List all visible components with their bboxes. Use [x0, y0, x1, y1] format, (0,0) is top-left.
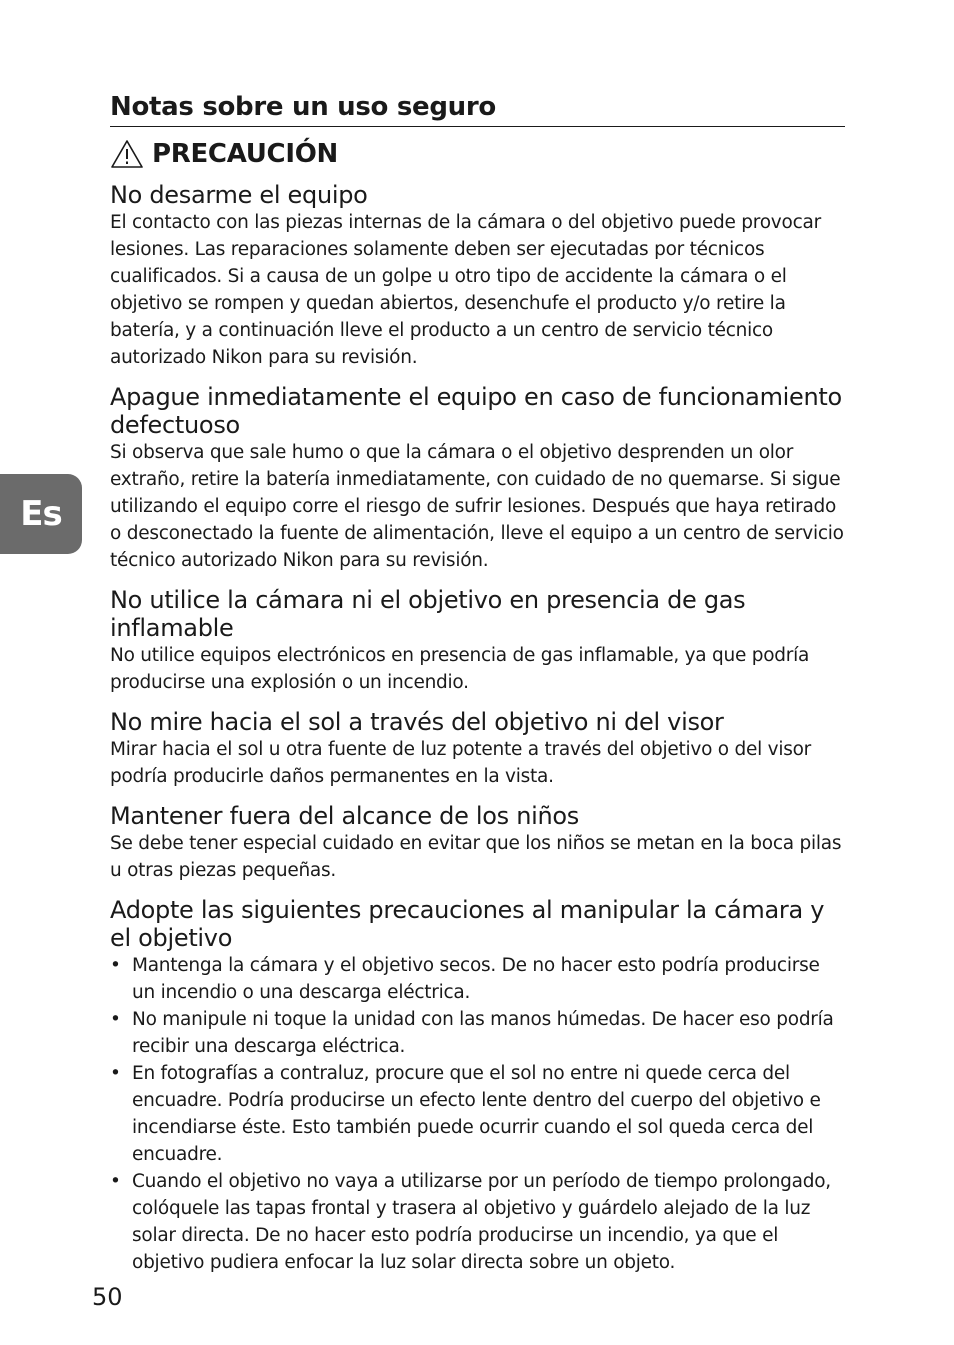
page-number: 50	[92, 1283, 123, 1311]
bullet-item: • Mantenga la cámara y el objetivo secos. De no hacer esto podría producirse un incendio o una descarga eléctrica.	[110, 952, 845, 1006]
section-heading: Mantener fuera del alcance de los niños	[110, 802, 579, 830]
bullet-item: • Cuando el objetivo no vaya a utilizarse por un período de tiempo prolongado, colóquele las tapas frontal y trasera al objetivo y guárdelo alejado de la luz solar directa. De no hacer esto podría producirse un incendio, ya que el objetivo pudiera enfocar la luz solar directa sobre un objeto.	[110, 1168, 845, 1276]
section-body: El contacto con las piezas internas de la cámara o del objetivo puede provocar lesiones. Las reparaciones solamente deben ser ejecutadas por técnicos cualificados. Si a causa de un golpe u otro tipo de accidente la cámara o el objetivo se rompen y quedan abiertos, desenchufe el producto y/o retire la batería, y a continuación lleve el producto a un centro de servicio técnico autorizado Nikon para su revisión.	[110, 212, 821, 368]
language-tab-label: Es	[20, 494, 62, 534]
section-heading: Apague inmediatamente el equipo en caso de funcionamiento defectuoso	[110, 383, 842, 439]
caution-label: PRECAUCIÓN	[152, 139, 338, 169]
section-body: No utilice equipos electrónicos en presencia de gas inflamable, ya que podría producirse una explosión o un incendio.	[110, 645, 810, 693]
section-heading: No utilice la cámara ni el objetivo en presencia de gas inflamable	[110, 586, 746, 642]
bullet-item: • No manipule ni toque la unidad con las manos húmedas. De hacer eso podría recibir una descarga eléctrica.	[110, 1006, 845, 1060]
section-body: Se debe tener especial cuidado en evitar que los niños se metan en la boca pilas u otras piezas pequeñas.	[110, 833, 842, 881]
warning-triangle-icon	[110, 139, 144, 169]
section-body: Si observa que sale humo o que la cámara o el objetivo desprenden un olor extraño, retire la batería inmediatamente, con cuidado de no quemarse. Si sigue utilizando el equipo corre el riesgo de sufrir lesiones. Después que haya retirado o desconectado la fuente de alimentación, lleve el equipo a un centro de servicio técnico autorizado Nikon para su revisión.	[110, 442, 844, 571]
section-children	[110, 802, 845, 884]
section-body: Mirar hacia el sol u otra fuente de luz potente a través del objetivo o del visor podría producirle daños permanentes en la vista.	[110, 739, 812, 787]
section-heading: No desarme el equipo	[110, 181, 368, 209]
page-title: Notas sobre un uso seguro	[110, 90, 845, 127]
section-handling	[110, 896, 845, 1276]
section-disassemble	[110, 181, 845, 371]
caution-header	[110, 137, 845, 171]
document-page	[110, 90, 845, 1276]
section-flammable-gas	[110, 586, 845, 696]
bullet-item: • En fotografías a contraluz, procure que el sol no entre ni quede cerca del encuadre. Podría producirse un efecto lente dentro del cuerpo del objetivo e incendiarse éste. Esto también puede ocurrir cuando el sol queda cerca del encuadre.	[110, 1060, 845, 1168]
section-malfunction	[110, 383, 845, 574]
section-heading: Adopte las siguientes precauciones al manipular la cámara y el objetivo	[110, 896, 825, 952]
language-tab	[0, 474, 82, 554]
bullet-list	[110, 952, 845, 1276]
section-sun	[110, 708, 845, 790]
section-heading: No mire hacia el sol a través del objetivo ni del visor	[110, 708, 724, 736]
